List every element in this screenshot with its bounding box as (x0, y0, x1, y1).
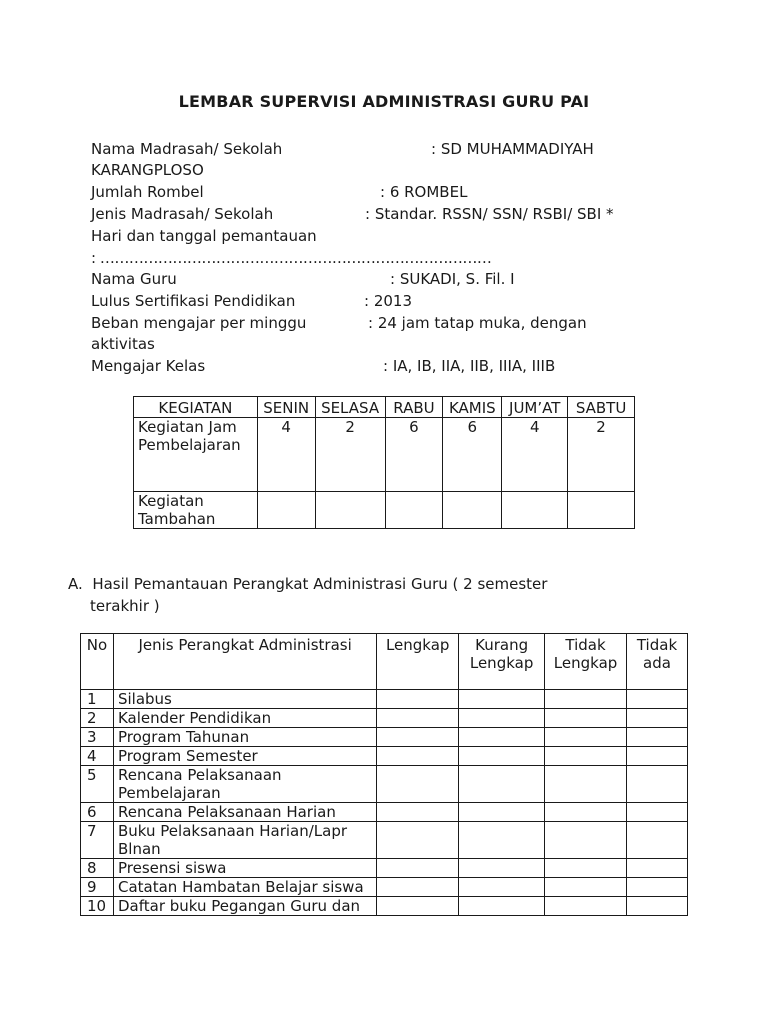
cell-lengkap (377, 766, 459, 803)
document-title: LEMBAR SUPERVISI ADMINISTRASI GURU PAI (178, 92, 590, 111)
admin-header-row (81, 634, 688, 690)
schedule-header: RABU (385, 397, 443, 418)
schedule-cell: 4 (257, 418, 315, 492)
row-number: 6 (81, 803, 114, 822)
cell-tidak-ada (627, 690, 688, 709)
schedule-cell (385, 492, 443, 529)
row-item: Rencana Pelaksanaan Pembelajaran (113, 766, 376, 803)
cell-tidak-lengkap (545, 747, 627, 766)
schedule-cell (315, 492, 385, 529)
row-item: Silabus (113, 690, 376, 709)
table-row (81, 878, 688, 897)
row-item: Program Tahunan (113, 728, 376, 747)
section-a-text-cont: terakhir ) (90, 597, 160, 615)
cell-tidak-ada (627, 897, 688, 916)
jenis-value: : Standar. RSSN/ SSN/ RSBI/ SBI * (365, 205, 614, 223)
schedule-cell: 2 (315, 418, 385, 492)
lulus-label: Lulus Sertifikasi Pendidikan (91, 292, 296, 310)
admin-table (80, 633, 688, 916)
hari-value: : ……………………………………………………………………… (91, 249, 492, 267)
admin-header: Tidak Lengkap (545, 634, 627, 690)
admin-header: Lengkap (377, 634, 459, 690)
schedule-header: KEGIATAN (134, 397, 258, 418)
beban-label: Beban mengajar per minggu (91, 314, 307, 332)
row-item: Buku Pelaksanaan Harian/Lapr Blnan (113, 822, 376, 859)
schedule-row (134, 418, 635, 492)
table-row (81, 709, 688, 728)
beban-value: : 24 jam tatap muka, dengan (368, 314, 587, 332)
cell-kurang-lengkap (459, 766, 545, 803)
table-row (81, 766, 688, 803)
schedule-header: SELASA (315, 397, 385, 418)
schedule-table (133, 396, 635, 529)
cell-tidak-ada (627, 878, 688, 897)
rombel-label: Jumlah Rombel (91, 183, 204, 201)
row-item: Rencana Pelaksanaan Harian (113, 803, 376, 822)
row-number: 8 (81, 859, 114, 878)
schedule-cell: 6 (385, 418, 443, 492)
row-number: 10 (81, 897, 114, 916)
section-a-marker: A. (68, 575, 83, 593)
table-row (81, 728, 688, 747)
madrasah-label: Nama Madrasah/ Sekolah (91, 140, 283, 158)
schedule-row-label: Kegiatan Tambahan (134, 492, 258, 529)
schedule-header: JUM’AT (502, 397, 568, 418)
row-number: 7 (81, 822, 114, 859)
row-item: Kalender Pendidikan (113, 709, 376, 728)
cell-kurang-lengkap (459, 897, 545, 916)
cell-lengkap (377, 690, 459, 709)
schedule-cell (257, 492, 315, 529)
row-number: 1 (81, 690, 114, 709)
cell-kurang-lengkap (459, 803, 545, 822)
cell-tidak-ada (627, 766, 688, 803)
schedule-header: SABTU (568, 397, 635, 418)
row-number: 3 (81, 728, 114, 747)
table-row (81, 897, 688, 916)
cell-tidak-lengkap (545, 728, 627, 747)
schedule-row-label: Kegiatan Jam Pembelajaran (134, 418, 258, 492)
admin-header: Kurang Lengkap (459, 634, 545, 690)
row-item: Catatan Hambatan Belajar siswa (113, 878, 376, 897)
schedule-cell (443, 492, 502, 529)
cell-tidak-ada (627, 728, 688, 747)
cell-tidak-lengkap (545, 690, 627, 709)
cell-tidak-ada (627, 859, 688, 878)
admin-header: No (81, 634, 114, 690)
cell-tidak-lengkap (545, 897, 627, 916)
cell-kurang-lengkap (459, 822, 545, 859)
cell-lengkap (377, 728, 459, 747)
cell-tidak-lengkap (545, 709, 627, 728)
kelas-label: Mengajar Kelas (91, 357, 206, 375)
table-row (81, 859, 688, 878)
cell-lengkap (377, 859, 459, 878)
admin-header: Tidak ada (627, 634, 688, 690)
table-row (81, 690, 688, 709)
schedule-row (134, 492, 635, 529)
cell-tidak-ada (627, 709, 688, 728)
cell-tidak-lengkap (545, 803, 627, 822)
cell-kurang-lengkap (459, 728, 545, 747)
section-a-heading (68, 573, 547, 617)
table-row (81, 747, 688, 766)
table-row (81, 803, 688, 822)
cell-lengkap (377, 878, 459, 897)
beban-value-cont: aktivitas (91, 335, 155, 353)
row-item: Daftar buku Pegangan Guru dan (113, 897, 376, 916)
schedule-cell: 4 (502, 418, 568, 492)
cell-tidak-ada (627, 747, 688, 766)
row-item: Presensi siswa (113, 859, 376, 878)
cell-lengkap (377, 822, 459, 859)
cell-kurang-lengkap (459, 709, 545, 728)
row-number: 2 (81, 709, 114, 728)
row-number: 4 (81, 747, 114, 766)
madrasah-value-cont: KARANGPLOSO (91, 161, 204, 179)
kelas-value: : IA, IB, IIA, IIB, IIIA, IIIB (383, 357, 556, 375)
schedule-cell (502, 492, 568, 529)
cell-tidak-lengkap (545, 859, 627, 878)
hari-label: Hari dan tanggal pemantauan (91, 227, 317, 245)
madrasah-value: : SD MUHAMMADIYAH (431, 140, 594, 158)
section-a-text: Hasil Pemantauan Perangkat Administrasi Guru ( 2 semester (92, 575, 548, 593)
cell-lengkap (377, 803, 459, 822)
cell-tidak-lengkap (545, 766, 627, 803)
schedule-header: KAMIS (443, 397, 502, 418)
cell-tidak-lengkap (545, 878, 627, 897)
cell-kurang-lengkap (459, 690, 545, 709)
cell-tidak-lengkap (545, 822, 627, 859)
rombel-value: : 6 ROMBEL (380, 183, 468, 201)
schedule-cell (568, 492, 635, 529)
cell-lengkap (377, 897, 459, 916)
schedule-cell: 6 (443, 418, 502, 492)
row-item: Program Semester (113, 747, 376, 766)
cell-kurang-lengkap (459, 747, 545, 766)
row-number: 5 (81, 766, 114, 803)
cell-kurang-lengkap (459, 859, 545, 878)
guru-label: Nama Guru (91, 270, 177, 288)
jenis-label: Jenis Madrasah/ Sekolah (91, 205, 274, 223)
cell-kurang-lengkap (459, 878, 545, 897)
cell-tidak-ada (627, 803, 688, 822)
schedule-cell: 2 (568, 418, 635, 492)
table-row (81, 822, 688, 859)
lulus-value: : 2013 (364, 292, 412, 310)
guru-value: : SUKADI, S. Fil. I (390, 270, 515, 288)
cell-lengkap (377, 747, 459, 766)
row-number: 9 (81, 878, 114, 897)
cell-lengkap (377, 709, 459, 728)
cell-tidak-ada (627, 822, 688, 859)
schedule-header-row (134, 397, 635, 418)
admin-header: Jenis Perangkat Administrasi (113, 634, 376, 690)
schedule-header: SENIN (257, 397, 315, 418)
